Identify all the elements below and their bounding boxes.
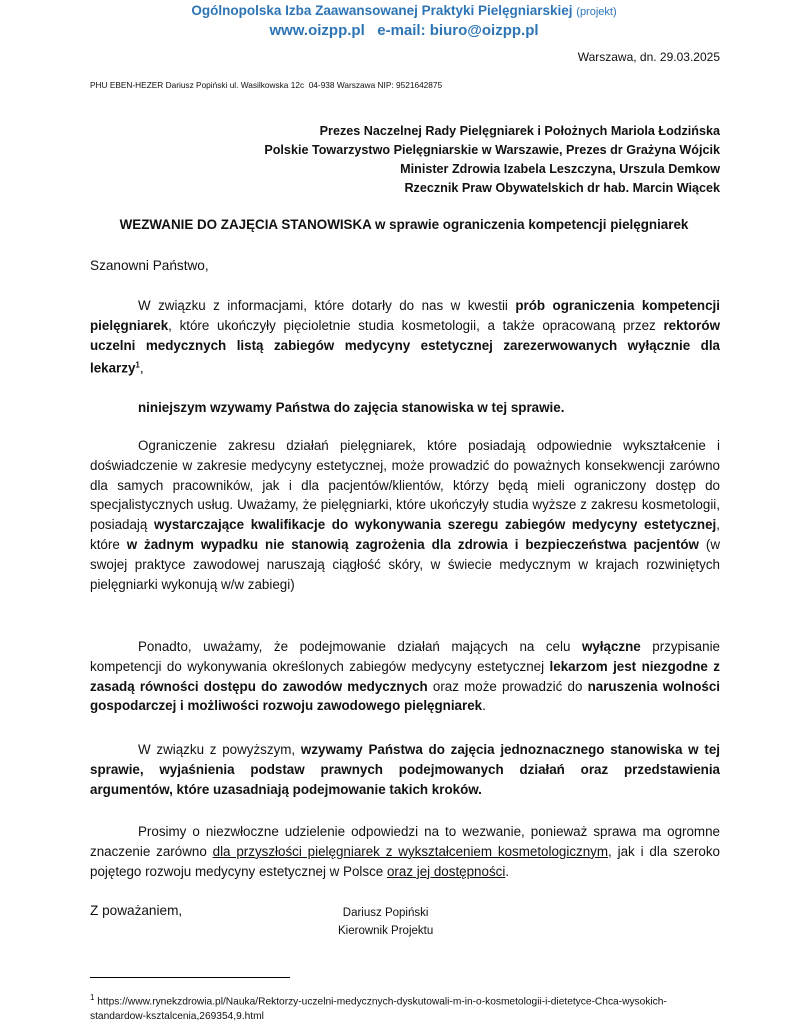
paragraph-1 bbox=[90, 296, 720, 379]
letterhead bbox=[0, 2, 808, 41]
paragraph-4 bbox=[90, 637, 720, 716]
paragraph-6 bbox=[90, 822, 720, 881]
footnote-number: 1 bbox=[90, 993, 95, 1002]
text-run: W związku z powyższym, bbox=[138, 742, 301, 757]
text-run-bold: rektorów uczelni medycznych listą zabiegów medycyny estetycznej zarezerwowanych wyłącznie dla lekarzy bbox=[90, 317, 720, 376]
org-note: (projekt) bbox=[576, 6, 617, 18]
signature-name: Dariusz Popiński bbox=[342, 907, 429, 919]
letterhead-org bbox=[0, 2, 808, 21]
text-run-underlined: oraz jej dostępności bbox=[386, 863, 506, 879]
text-run: . bbox=[482, 698, 486, 714]
org-name: Ogólnopolska Izba Zaawansowanej Praktyki Pielęgniarskiej bbox=[191, 3, 573, 18]
paragraph-5 bbox=[90, 740, 720, 799]
text-run: Ponadto, uważamy, że podejmowanie działań mających na celu bbox=[138, 639, 582, 654]
recipient-line: Minister Zdrowia Izabela Leszczyna, Urszula Demkow bbox=[400, 162, 720, 176]
text-run-bold: prób ograniczenia kompetencji pielęgniarek bbox=[90, 298, 720, 333]
text-run-bold: wzywamy Państwa do zajęcia jednoznacznego stanowiska w tej sprawie, wyjaśnienia podstaw prawnych podejmowanych działań oraz przedstawienia argumentów, które uzasadniają podejmowanie takich kroków. bbox=[90, 742, 720, 797]
text-run: Prosimy o niezwłoczne udzielenie odpowiedzi na to wezwanie, ponieważ sprawa ma ogromne znaczenie zarówno bbox=[90, 824, 720, 859]
recipient-line: Prezes Naczelnej Rady Pielęgniarek i Położnych Mariola Łodzińska bbox=[319, 124, 720, 138]
text-run-bold: wystarczające kwalifikacje do wykonywania szeregu zabiegów medycyny estetycznej bbox=[153, 517, 717, 533]
text-run: (w swojej praktyce zawodowej naruszają ciągłość skóry, w świecie medycznym w krajach rozwiniętych pielęgniarki wykonują w/w zabiegi) bbox=[90, 536, 720, 592]
text-run-underlined: dla przyszłości pielęgniarek z wykształceniem kosmetologicznym bbox=[212, 843, 609, 859]
text-run: . bbox=[505, 863, 510, 879]
text-run: W związku z informacjami, które dotarły do nas w kwestii bbox=[138, 298, 516, 313]
recipients-block bbox=[264, 122, 720, 198]
paragraph-2: niniejszym wzywamy Państwa do zajęcia stanowiska w tej sprawie. bbox=[138, 400, 565, 415]
text-run: , jak i dla szeroko pojętego rozwoju medycyny estetycznej w Polsce bbox=[90, 843, 720, 879]
recipient-line: Rzecznik Praw Obywatelskich dr hab. Marcin Wiącek bbox=[404, 181, 720, 195]
salutation: Szanowni Państwo, bbox=[90, 258, 209, 273]
footnote-link[interactable]: https://www.rynekzdrowia.pl/Nauka/Rektorzy-uczelni-medycznych-dyskutowali-m-in-o-kosmetologii-i-dietetyce-Chca-wysokich-standardow-ksztalcenia,269354,9.html bbox=[90, 996, 667, 1023]
letter-date: Warszawa, dn. 29.03.2025 bbox=[577, 50, 720, 64]
text-run: , bbox=[139, 360, 144, 376]
closing: Z poważaniem, bbox=[90, 903, 183, 918]
sender-info: PHU EBEN-HEZER Dariusz Popiński ul. Wasilkowska 12c 04-938 Warszawa NIP: 9521642875 bbox=[90, 80, 443, 90]
signature-block bbox=[338, 904, 433, 940]
text-run: przypisanie kompetencji do wykonywania określonych zabiegów medycyny estetycznej bbox=[90, 639, 720, 674]
text-run: Ograniczenie zakresu działań pielęgniarek, które posiadają odpowiednie wykształcenie i doświadczenie w zakresie medycyny estetycznej, może prowadzić do poważnych konsekwencji zarówno dla samych pracowników, jak i dla pacjentów/klientów, którzy będą mieli ograniczony dostęp do specjalistycznych usług. Uważamy, że pielęgniarki, które ukończyły studia wyższe z zakresu kosmetologii, posiadają bbox=[90, 438, 720, 533]
text-run-bold: w żadnym wypadku nie stanowią zagrożenia dla zdrowia i bezpieczeństwa pacjentów bbox=[126, 536, 699, 552]
document-title: WEZWANIE DO ZAJĘCIA STANOWISKA w sprawie ograniczenia kompetencji pielęgniarek bbox=[119, 217, 689, 232]
paragraph-3 bbox=[90, 436, 720, 594]
text-run-bold: wyłączne bbox=[581, 639, 641, 654]
text-run-bold: lekarzom jest niezgodne z zasadą równości dostępu do zawodów medycznych bbox=[90, 658, 720, 694]
footnote-separator bbox=[90, 977, 290, 978]
text-run: oraz może prowadzić do bbox=[427, 678, 588, 694]
text-run-bold: naruszenia wolności gospodarczej i możliwości rozwoju zawodowego pielęgniarek bbox=[90, 678, 721, 714]
text-run: , które bbox=[90, 517, 720, 552]
footnote-ref[interactable]: 1 bbox=[135, 360, 140, 370]
footnote bbox=[90, 990, 720, 1024]
signature-role: Kierownik Projektu bbox=[338, 925, 434, 937]
text-run: , które ukończyły pięcioletnie studia kosmetologii, a także opracowaną przez bbox=[168, 317, 664, 333]
recipient-line: Polskie Towarzystwo Pielęgniarskie w Warszawie, Prezes dr Grażyna Wójcik bbox=[264, 143, 720, 157]
letterhead-contact: www.oizpp.pl e-mail: biuro@oizpp.pl bbox=[269, 22, 539, 39]
